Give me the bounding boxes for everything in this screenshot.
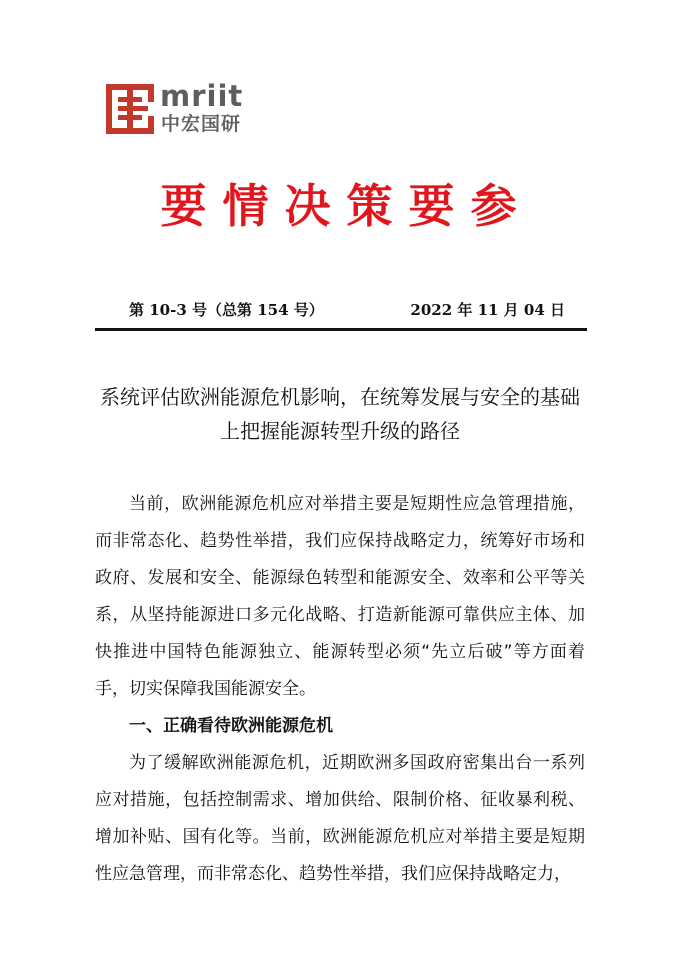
issue-info xyxy=(95,297,587,321)
logo-latin-text: mriit xyxy=(160,79,244,113)
article-body xyxy=(95,486,585,893)
mriit-logo-mark-icon xyxy=(106,84,154,134)
header-divider xyxy=(95,328,587,331)
issue-number: 第 10-3 号（总第 154 号） xyxy=(129,301,324,319)
masthead-title: 要情决策要参 xyxy=(160,179,533,233)
article-title: 系统评估欧洲能源危机影响，在统筹发展与安全的基础上把握能源转型升级的路径 xyxy=(100,385,580,443)
logo-chinese-text: 中宏国研 xyxy=(161,113,242,135)
issue-date: 2022 年 11 月 04 日 xyxy=(410,301,565,319)
section-heading: 一、正确看待欧洲能源危机 xyxy=(129,716,333,736)
section-paragraph: 为了缓解欧洲能源危机，近期欧洲多国政府密集出台一系列应对措施，包括控制需求、增加供给、限制价格、征收暴利税、增加补贴、国有化等。当前，欧洲能源危机应对举措主要是短期性应急管理，而非常态化、趋势性举措，我们应保持战略定力， xyxy=(95,753,585,884)
mriit-logo xyxy=(106,79,246,142)
intro-paragraph: 当前，欧洲能源危机应对举措主要是短期性应急管理措施，而非常态化、趋势性举措，我们应保持战略定力，统筹好市场和政府、发展和安全、能源绿色转型和能源安全、效率和公平等关系，从坚持能源进口多元化战略、打造新能源可靠供应主体、加快推进中国特色能源独立、能源转型必须“先立后破”等方面着手，切实保障我国能源安全。 xyxy=(95,494,585,699)
